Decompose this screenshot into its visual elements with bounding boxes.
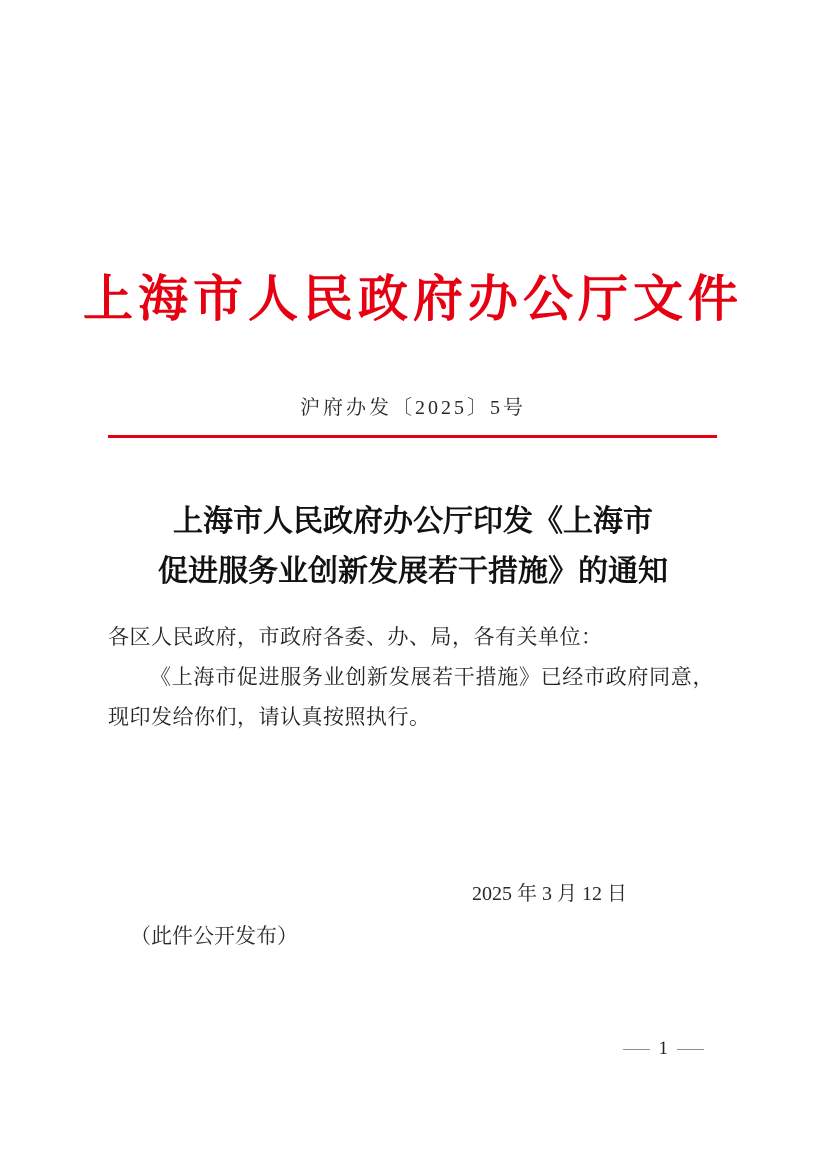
masthead-divider-line xyxy=(108,435,717,438)
footer-dash-right: — xyxy=(677,1038,704,1059)
masthead-title: 上海市人民政府办公厅文件 xyxy=(83,271,743,327)
document-title xyxy=(0,497,826,597)
footer-page-number: 1 xyxy=(658,1038,668,1059)
document-title-line-2: 促进服务业创新发展若干措施》的通知 xyxy=(158,555,668,588)
issue-date: 2025 年 3 月 12 日 xyxy=(472,883,627,905)
body-paragraph: 《上海市促进服务业创新发展若干措施》已经市政府同意，现印发给你们，请认真按照执行。 xyxy=(108,665,714,729)
public-release-note: （此件公开发布） xyxy=(130,924,298,948)
document-reference-number: 沪府办发〔2025〕5号 xyxy=(300,397,526,419)
page-number-footer xyxy=(622,1038,704,1060)
salutation-line: 各区人民政府，市政府各委、办、局，各有关单位： xyxy=(108,625,603,649)
document-body xyxy=(108,617,714,737)
document-title-line-1: 上海市人民政府办公厅印发《上海市 xyxy=(173,505,653,538)
footer-dash-left: — xyxy=(622,1038,650,1059)
